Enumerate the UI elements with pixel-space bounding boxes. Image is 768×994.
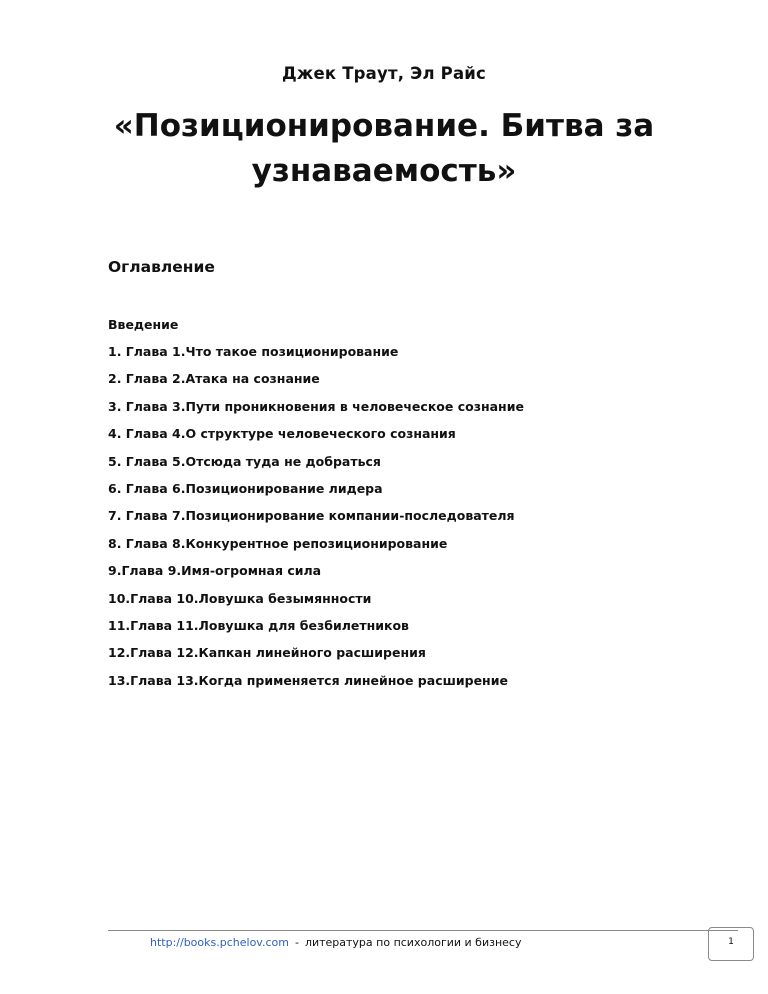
toc-item[interactable]: 2. Глава 2.Атака на сознание — [108, 371, 320, 387]
toc-item[interactable]: 5. Глава 5.Отсюда туда не добраться — [108, 453, 381, 469]
toc-item[interactable]: 9.Глава 9.Имя-огромная сила — [108, 563, 322, 579]
toc-intro-link[interactable]: Введение — [108, 317, 179, 332]
footer-divider — [108, 930, 738, 931]
toc-item[interactable]: 4. Глава 4.О структуре человеческого сознания — [108, 426, 456, 442]
document-title — [90, 104, 678, 194]
footer-text: литература по психологии и бизнесу — [304, 936, 522, 949]
toc-item[interactable]: 12.Глава 12.Капкан линейного расширения — [108, 645, 426, 661]
toc-item[interactable]: 8. Глава 8.Конкурентное репозиционирование — [108, 535, 448, 551]
toc-item[interactable]: 7. Глава 7.Позиционирование компании-последователя — [108, 508, 515, 524]
author: Джек Траут, Эл Райс — [281, 64, 487, 83]
toc-item[interactable]: 10.Глава 10.Ловушка безымянности — [108, 590, 372, 606]
toc-list — [108, 343, 524, 699]
title-line-2: узнаваемость» — [251, 153, 517, 189]
toc-item[interactable]: 6. Глава 6.Позиционирование лидера — [108, 480, 383, 496]
toc-heading: Оглавление — [108, 258, 215, 276]
footer — [150, 936, 521, 949]
toc-item[interactable]: 1. Глава 1.Что такое позиционирование — [108, 344, 399, 359]
footer-separator: - — [294, 936, 299, 949]
toc-item[interactable]: 11.Глава 11.Ловушка для безбилетников — [108, 617, 409, 633]
title-line-1: «Позиционирование. Битва за — [113, 108, 655, 144]
toc-item[interactable]: 13.Глава 13.Когда применяется линейное расширение — [108, 672, 508, 688]
page-number: 1 — [728, 937, 734, 947]
toc-item[interactable]: 3. Глава 3.Пути проникновения в человеческое сознание — [108, 398, 524, 414]
page-number-box — [708, 927, 754, 961]
footer-link[interactable]: http://books.pchelov.com — [150, 936, 289, 949]
